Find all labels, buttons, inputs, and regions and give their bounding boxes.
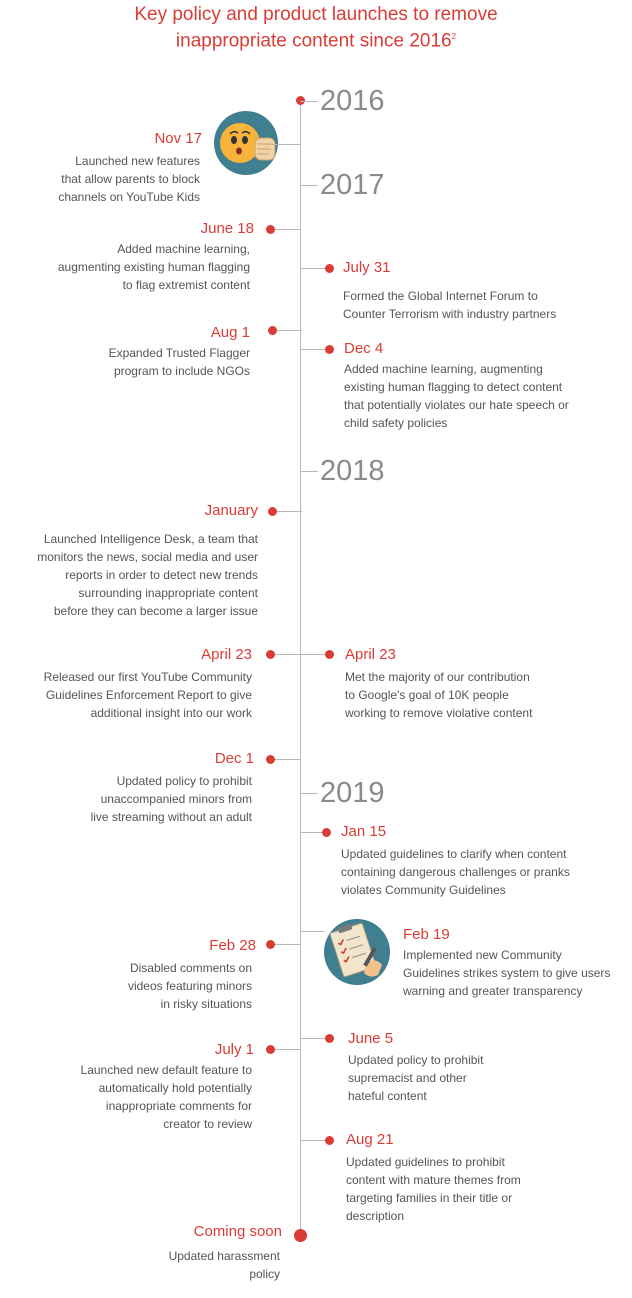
desc-line: that potentially violates our hate speech or (344, 398, 569, 412)
event-desc-april-23-right (345, 668, 532, 722)
year-label-2017: 2017 (320, 169, 385, 201)
event-date-feb-19: Feb 19 (403, 926, 450, 943)
desc-line: videos featuring minors (127, 979, 252, 993)
event-desc-dec-1 (91, 772, 252, 826)
event-dot-jan-15 (322, 828, 331, 837)
event-dot-aug-21 (325, 1136, 334, 1145)
desc-line: Formed the Global Internet Forum to (343, 289, 538, 303)
event-date-dec-4: Dec 4 (344, 340, 384, 357)
desc-line: warning and greater transparency (403, 984, 583, 998)
connector-feb-19 (300, 931, 324, 932)
desc-line: Updated guidelines to prohibit (346, 1155, 505, 1169)
desc-line: live streaming without an adult (90, 810, 252, 824)
desc-line: working to remove violative content (345, 706, 533, 720)
year-label-2018: 2018 (320, 455, 385, 487)
year-label-2016: 2016 (320, 85, 385, 117)
year-tick-2017 (300, 185, 318, 186)
desc-line: Disabled comments on (129, 961, 252, 975)
event-dot-july-1 (266, 1045, 275, 1054)
desc-line: Updated harassment (168, 1249, 280, 1263)
event-desc-july-1 (81, 1061, 252, 1133)
year-tick-2018 (300, 471, 318, 472)
event-date-coming-soon: Coming soon (193, 1223, 282, 1240)
desc-line: reports in order to detect new trends (65, 568, 258, 582)
desc-line: Met the majority of our contribution (345, 670, 530, 684)
desc-line: channels on YouTube Kids (58, 190, 200, 204)
connector-nov-17 (271, 144, 301, 145)
event-date-aug-21: Aug 21 (346, 1131, 394, 1148)
desc-line: creator to review (163, 1117, 252, 1131)
desc-line: augmenting existing human flagging (57, 260, 250, 274)
desc-line: that allow parents to block (61, 172, 200, 186)
event-date-january: January (204, 502, 258, 519)
desc-line: to Google's goal of 10K people (345, 688, 509, 702)
event-desc-june-5 (348, 1051, 483, 1105)
desc-line: in risky situations (160, 997, 252, 1011)
desc-line: targeting families in their title or (346, 1191, 513, 1205)
event-dot-dec-4 (325, 345, 334, 354)
desc-line: Guidelines Enforcement Report to give (45, 688, 252, 702)
desc-line: Updated policy to prohibit (348, 1053, 484, 1067)
desc-line: Launched new default feature to (80, 1063, 252, 1077)
desc-line: Updated guidelines to clarify when content (341, 847, 567, 861)
desc-line: policy (249, 1267, 280, 1281)
event-desc-feb-19 (403, 946, 610, 1000)
event-dot-april-23-right (325, 650, 334, 659)
desc-line: to flag extremist content (122, 278, 250, 292)
event-date-dec-1: Dec 1 (214, 750, 254, 767)
footnote-marker: 2 (451, 32, 457, 41)
event-dot-dec-1 (266, 755, 275, 764)
desc-line: Implemented new Community (403, 948, 562, 962)
clipboard-checklist-icon (322, 917, 392, 987)
event-date-july-1: July 1 (214, 1041, 254, 1058)
shocked-face-icon (211, 110, 281, 176)
desc-line: monitors the news, social media and user (37, 550, 258, 564)
desc-line: Counter Terrorism with industry partners (343, 307, 557, 321)
desc-line: Launched Intelligence Desk, a team that (43, 532, 258, 546)
event-desc-july-31 (343, 287, 556, 323)
title-line-1: Key policy and product launches to remove (134, 4, 498, 25)
desc-line: program to include NGOs (113, 364, 250, 378)
event-desc-feb-28 (128, 959, 252, 1013)
event-desc-january (37, 530, 258, 620)
desc-line: child safety policies (344, 416, 448, 430)
event-desc-coming-soon (169, 1247, 280, 1283)
desc-line: Added machine learning, augmenting (344, 362, 543, 376)
year-tick-2016 (300, 101, 318, 102)
event-desc-june-18 (58, 240, 250, 294)
event-date-april-23-left: April 23 (201, 646, 252, 663)
event-dot-aug-1 (268, 326, 277, 335)
event-desc-jan-15 (341, 845, 570, 899)
desc-line: unaccompanied minors from (100, 792, 252, 806)
event-desc-nov-17 (58, 152, 200, 206)
event-date-july-31: July 31 (343, 259, 391, 276)
event-date-nov-17: Nov 17 (154, 130, 202, 147)
event-dot-january (268, 507, 277, 516)
event-dot-june-5 (325, 1034, 334, 1043)
desc-line: automatically hold potentially (98, 1081, 252, 1095)
title-line-2 (0, 26, 632, 52)
desc-line: supremacist and other (348, 1071, 467, 1085)
desc-line: Expanded Trusted Flagger (108, 346, 250, 360)
event-date-aug-1: Aug 1 (210, 324, 250, 341)
desc-line: hateful content (348, 1089, 427, 1103)
year-tick-2019 (300, 793, 318, 794)
desc-line: Launched new features (75, 154, 200, 168)
event-date-june-18: June 18 (200, 220, 254, 237)
axis-end-dot (294, 1229, 307, 1242)
event-desc-april-23-left (44, 668, 252, 722)
event-dot-april-23-left (266, 650, 275, 659)
event-date-june-5: June 5 (348, 1030, 394, 1047)
desc-line: before they can become a larger issue (53, 604, 258, 618)
event-date-april-23-right: April 23 (345, 646, 396, 663)
event-date-feb-28: Feb 28 (209, 937, 256, 954)
desc-line: containing dangerous challenges or pranks (341, 865, 570, 879)
desc-line: Added machine learning, (117, 242, 250, 256)
title-line-2-text: inappropriate content since 2016 (175, 30, 452, 52)
desc-line: surrounding inappropriate content (78, 586, 258, 600)
infographic-title (0, 4, 632, 52)
desc-line: additional insight into our work (90, 706, 252, 720)
desc-line: Guidelines strikes system to give users (403, 966, 611, 980)
desc-line: Updated policy to prohibit (116, 774, 252, 788)
event-desc-dec-4 (344, 360, 569, 432)
desc-line: inappropriate comments for (105, 1099, 252, 1113)
event-desc-aug-21 (346, 1153, 521, 1225)
desc-line: violates Community Guidelines (341, 883, 506, 897)
event-desc-aug-1 (109, 344, 250, 380)
event-date-jan-15: Jan 15 (341, 823, 387, 840)
event-dot-july-31 (325, 264, 334, 273)
event-dot-feb-28 (266, 940, 275, 949)
year-label-2019: 2019 (320, 777, 385, 809)
timeline-axis (300, 100, 301, 1236)
desc-line: existing human flagging to detect content (344, 380, 563, 394)
desc-line: description (346, 1209, 405, 1223)
desc-line: Released our first YouTube Community (43, 670, 252, 684)
event-dot-june-18 (266, 225, 275, 234)
desc-line: content with mature themes from (346, 1173, 521, 1187)
